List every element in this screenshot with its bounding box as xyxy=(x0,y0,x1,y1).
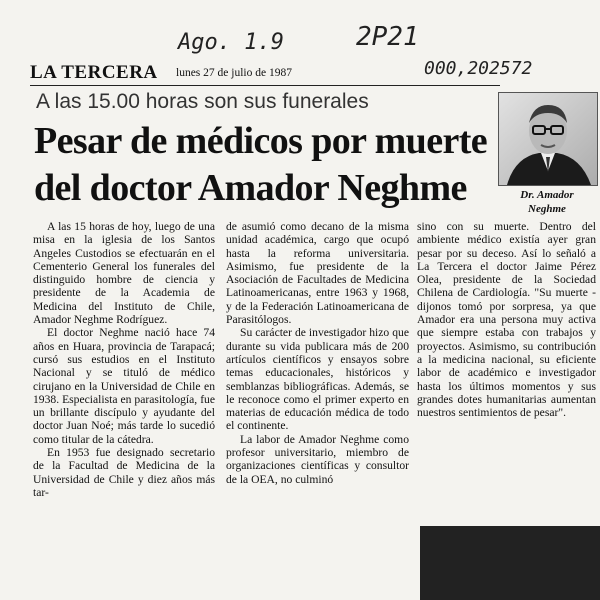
article-column-2 xyxy=(226,220,409,486)
archive-code-note: 000,202572 xyxy=(424,58,533,79)
column-1-paragraph: El doctor Neghme nació hace 74 años en Huara, provincia de Tarapacá; cursó sus estudios en el Instituto Nacional y se tituló de médico cirujano en la Universidad de Chile en 1938. Especialista en parasitología, fue un brillante discípulo y ayudante del doctor Juan Noé; más tarde lo sucedió como titular de la cátedra. xyxy=(33,326,215,446)
caption-line-1: Dr. Amador xyxy=(520,189,574,201)
column-1-paragraph: A las 15 horas de hoy, luego de una misa en la iglesia de los Santos Angeles Custodios se efectuarán en el Cementerio General los funerales del distinguido hombre de ciencia y presidente de la Academia de Medicina del Instituto de Chile, Amador Neghme Rodríguez. xyxy=(33,220,215,327)
photo-caption xyxy=(498,188,596,216)
article-column-1 xyxy=(33,220,215,499)
portrait-photo xyxy=(498,92,598,186)
headline-line-2: del doctor Amador Neghme xyxy=(34,167,467,209)
headline-line-1: Pesar de médicos por muerte xyxy=(34,120,488,162)
article-headline xyxy=(34,118,494,212)
column-3-paragraph: sino con su muerte. Dentro del ambiente médico existía ayer gran pesar por su deceso. Así lo señaló a La Tercera el doctor Jaime Pérez Olea, presidente de la Sociedad Chilena de Cardiología. "Su muerte -dijonos tomó por sorpresa, ya que Amador era una persona muy activa que siempre estaba con trabajos y proyectos. Asimismo, su contribución a la medicina nacional, su eficiente labor de académico e investigador hasta los últimos momentos y sus grandes dotes humanitarias aumentan nuestros sentimientos de pesar". xyxy=(417,220,596,420)
column-2-paragraph: Su carácter de investigador hizo que durante su vida publicara más de 200 artículos científicos y ensayos sobre temas educacionales, históricos y semblanzas bibliográficas. Además, se le reconoce como el primer experto en materias de educación médica de todo el continente. xyxy=(226,326,409,433)
caption-line-2: Neghme xyxy=(528,203,566,215)
handwritten-date-note: Ago. 1.9 xyxy=(178,30,284,55)
column-1-paragraph: En 1953 fue designado secretario de la Facultad de Medicina de la Universidad de Chile y diez años más tar- xyxy=(33,446,215,499)
article-kicker: A las 15.00 horas son sus funerales xyxy=(36,90,369,113)
newspaper-masthead: LA TERCERA xyxy=(30,62,158,83)
issue-dateline: lunes 27 de julio de 1987 xyxy=(176,67,292,79)
scan-shadow xyxy=(420,526,600,600)
column-2-paragraph: de asumió como decano de la misma unidad académica, cargo que ocupó hasta la reforma universitaria. Asimismo, fue presidente de la Asociación de Facultades de Medicina Latinoamericanas, entre 1963 y 1968, y de la Federación Latinoamericana de Parasitólogos. xyxy=(226,220,409,327)
column-2-paragraph: La labor de Amador Neghme como profesor universitario, miembro de organizaciones científicas y consultor de la OEA, no culminó xyxy=(226,432,409,486)
header-rule xyxy=(30,85,500,86)
handwritten-number-note: 2P21 xyxy=(356,22,419,52)
article-column-3 xyxy=(417,220,596,419)
